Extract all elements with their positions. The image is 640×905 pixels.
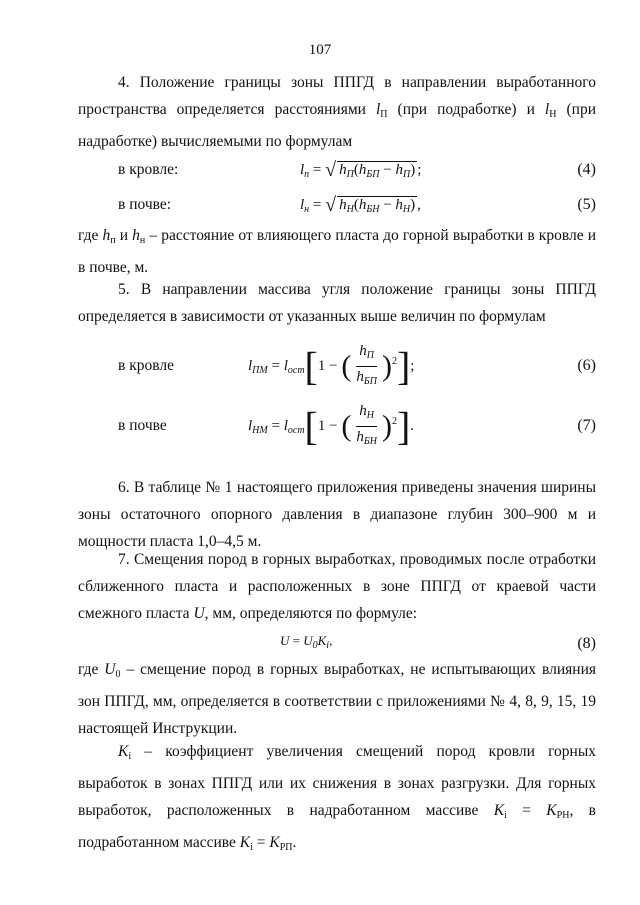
sub: П	[380, 109, 388, 120]
var: h	[356, 369, 364, 385]
sub: РП	[279, 842, 293, 853]
formula-label: в почве:	[118, 196, 172, 213]
sqrt-body	[337, 161, 417, 180]
sub: Н	[366, 410, 375, 421]
var: h	[359, 403, 367, 419]
item-7-paragraph	[78, 546, 596, 627]
sub: ост	[287, 424, 305, 436]
var: h	[339, 162, 347, 178]
var: h	[358, 197, 367, 213]
text: где	[78, 227, 103, 244]
formula-6-row	[118, 345, 596, 395]
formula-label: в кровле:	[118, 161, 179, 178]
punct: ;	[410, 357, 415, 374]
bracket: [	[304, 403, 318, 449]
where-2-paragraph	[78, 656, 596, 742]
sub: н	[139, 235, 146, 246]
var: K	[493, 802, 505, 819]
formula-label: в почве	[118, 417, 167, 434]
sub: БН	[363, 436, 377, 447]
equals: =	[292, 633, 300, 648]
formula-label: в кровле	[118, 357, 174, 374]
sub: н	[304, 204, 310, 215]
formula-7	[248, 401, 414, 452]
var: U	[303, 633, 313, 648]
sub: Н	[402, 204, 411, 215]
var: U	[104, 661, 116, 678]
var: K	[546, 802, 557, 819]
sub: 0	[115, 669, 121, 680]
var: U	[280, 633, 290, 648]
punct: ,	[417, 197, 421, 213]
formula-8	[280, 633, 332, 651]
power: 2	[391, 415, 397, 427]
text: – расстояние от влияющего пласта до горной выработки в кровле и в почве, м.	[78, 227, 596, 276]
var: K	[239, 834, 251, 851]
fraction	[353, 401, 380, 452]
item-6-paragraph: 6. В таблице № 1 настоящего приложения приведены значения ширины зоны остаточного опорного давления в диапазоне глубин 300–900 м и мощности пласта 1,0–4,5 м.	[78, 479, 596, 550]
formula-5-row	[118, 192, 596, 222]
text: 7. Смещения пород в горных выработках, проводимых после отработки сближенного пласта и расположенных в зоне ППГД от краевой части смежного пласта	[78, 551, 596, 622]
minus: −	[325, 357, 342, 374]
var: h	[358, 162, 367, 178]
paren: (	[341, 349, 352, 383]
var: l	[300, 162, 305, 178]
var: K	[317, 633, 327, 648]
var: l	[283, 357, 288, 374]
sub: БН	[366, 204, 380, 215]
formula-4-row	[118, 157, 596, 187]
sub: Н	[346, 204, 354, 215]
punct: .	[410, 417, 415, 434]
paren: (	[341, 409, 352, 443]
var: K	[269, 834, 280, 851]
text: .	[292, 834, 297, 851]
paren: )	[410, 197, 416, 213]
sub: П	[366, 350, 375, 361]
paren: (	[353, 162, 359, 178]
one: 1	[317, 417, 326, 434]
minus: −	[379, 162, 396, 178]
var: l	[283, 417, 288, 434]
sub: РН	[556, 810, 570, 821]
var: h	[395, 197, 403, 213]
paren: )	[410, 162, 416, 178]
punct: ,	[329, 633, 333, 648]
bracket: ]	[396, 343, 411, 389]
sub: п	[110, 235, 116, 246]
sub: п	[304, 169, 310, 180]
sub: БП	[366, 169, 380, 180]
var: l	[300, 197, 305, 213]
sub: П	[402, 169, 411, 180]
bracket: ]	[396, 403, 411, 449]
formula-4	[300, 157, 421, 180]
sub: ост	[287, 364, 305, 376]
var: K	[118, 743, 129, 760]
text: =	[252, 834, 270, 851]
sub: НМ	[252, 424, 268, 436]
one: 1	[317, 357, 326, 374]
var: h	[102, 227, 111, 244]
var: h	[356, 429, 364, 445]
formula-7-row	[118, 405, 596, 455]
text: где	[78, 661, 105, 678]
equals: =	[312, 197, 322, 213]
item-4-text-a: 4. Положение границы зоны ППГД в направлении выработанного пространства определяется расстояниями	[78, 74, 596, 118]
sub: ПМ	[252, 364, 268, 376]
formula-number: (6)	[577, 357, 596, 374]
item-4-text-c: (при надработке) вычисляемыми по формулам	[78, 101, 596, 150]
text: и	[115, 227, 133, 244]
formula-number: (8)	[577, 635, 596, 652]
equals: =	[271, 357, 280, 374]
sub: i	[128, 751, 132, 762]
item-4-paragraph	[78, 69, 596, 155]
equals: =	[312, 162, 322, 178]
where-1-paragraph	[78, 222, 596, 281]
sub: П	[346, 169, 354, 180]
item-5-paragraph: 5. В направлении массива угля положение границы зоны ППГД определяется в зависимости от указанных выше величин по формулам	[78, 281, 596, 325]
sub: Н	[549, 109, 557, 120]
var: h	[339, 197, 347, 213]
ki-paragraph	[78, 738, 596, 861]
fraction	[353, 341, 380, 392]
text: – коэффициент увеличения смещений пород кровли горных выработок в зонах ППГД или их снижения в зонах разгрузки. Для горных выработок, расположенных в надработанном массиве	[78, 743, 596, 819]
page-number: 107	[308, 42, 332, 58]
sqrt-body	[337, 196, 417, 215]
sub: i	[504, 810, 507, 821]
paren: )	[381, 409, 392, 443]
var: U	[193, 605, 205, 622]
var: l	[248, 417, 253, 434]
sub: i	[250, 842, 253, 853]
text: – смещение пород в горных выработках, не испытывающих влияния зон ППГД, мм, определяется в соответствии с приложениями № 4, 8, 9, 15, 19 настоящей Инструкции.	[78, 661, 596, 737]
minus: −	[325, 417, 342, 434]
var: h	[132, 227, 140, 244]
sqrt-sign: √	[325, 159, 337, 181]
var: h	[395, 162, 403, 178]
sub: 0	[312, 640, 318, 651]
text: =	[506, 802, 547, 819]
power: 2	[391, 355, 397, 367]
formula-6	[248, 341, 414, 392]
text: , мм, определяются по формуле:	[204, 605, 418, 622]
item-4-text-b: (при подработке) и	[387, 101, 545, 118]
formula-number: (5)	[577, 196, 596, 213]
sub: i	[326, 640, 330, 651]
sqrt-sign: √	[325, 194, 337, 216]
bracket: [	[304, 343, 318, 389]
paren: )	[381, 349, 392, 383]
text: , в подработанном массиве	[78, 802, 596, 851]
var-l: l	[544, 101, 550, 118]
minus: −	[379, 197, 396, 213]
equals: =	[271, 417, 280, 434]
formula-number: (7)	[577, 417, 596, 434]
sub: БП	[363, 376, 377, 387]
punct: ;	[417, 162, 422, 178]
formula-5	[300, 192, 421, 215]
formula-number: (4)	[577, 161, 596, 178]
var-l: l	[375, 101, 381, 118]
var: h	[359, 343, 367, 359]
paren: (	[353, 197, 359, 213]
var: l	[248, 357, 253, 374]
